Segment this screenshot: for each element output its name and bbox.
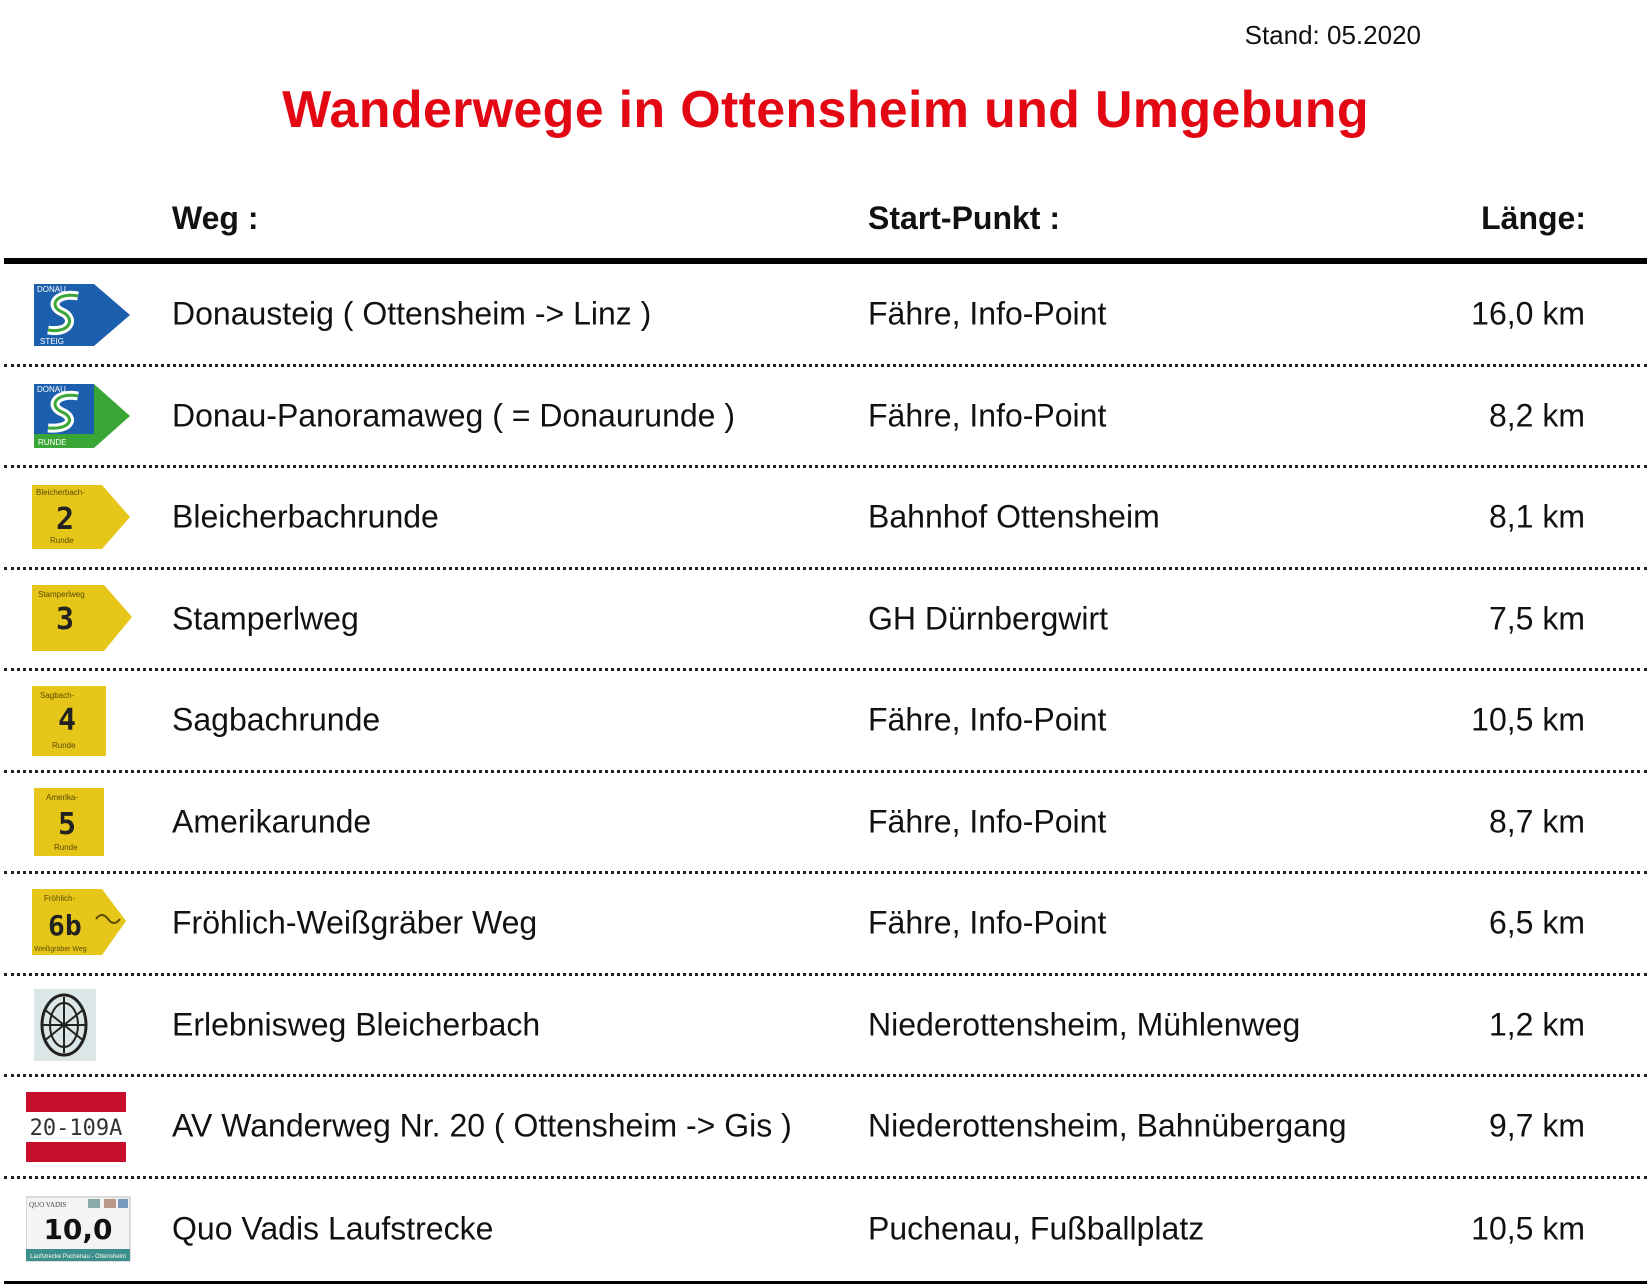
- svg-text:6b: 6b: [48, 909, 82, 943]
- trail-start: Fähre, Info-Point: [868, 397, 1107, 434]
- trail-name: Fröhlich-Weißgräber Weg: [172, 904, 538, 941]
- trail-5-marker-icon: [26, 786, 132, 858]
- svg-text:Sagbach-: Sagbach-: [40, 691, 75, 701]
- trail-start: Bahnhof Ottensheim: [868, 498, 1160, 535]
- trail-2-marker-icon: [26, 481, 132, 553]
- trail-start: GH Dürnbergwirt: [868, 600, 1109, 637]
- water-wheel-icon: [26, 989, 132, 1061]
- svg-text:DONAU: DONAU: [37, 384, 66, 394]
- trail-start: Niederottensheim, Mühlenweg: [868, 1006, 1301, 1043]
- svg-text:5: 5: [58, 806, 77, 842]
- trail-name: Donausteig ( Ottensheim -> Linz ): [172, 295, 652, 332]
- column-header-start: Start-Punkt :: [868, 200, 1060, 236]
- trail-name: Donau-Panoramaweg ( = Donaurunde ): [172, 397, 735, 434]
- column-header-weg: Weg :: [172, 200, 259, 236]
- table-row: [4, 976, 1647, 1078]
- table-row: [4, 1179, 1647, 1281]
- quo-vadis-sign-icon: [26, 1193, 132, 1265]
- trail-start: Fähre, Info-Point: [868, 803, 1107, 840]
- trail-start: Fähre, Info-Point: [868, 904, 1107, 941]
- table-row: [4, 265, 1647, 367]
- trail-length: 8,2 km: [1488, 397, 1585, 434]
- svg-text:Amerika-: Amerika-: [46, 792, 79, 802]
- trail-6b-marker-icon: [26, 887, 132, 959]
- table-row: [4, 874, 1647, 976]
- trail-start: Puchenau, Fußballplatz: [868, 1210, 1205, 1247]
- trail-start: Fähre, Info-Point: [868, 701, 1107, 738]
- svg-text:Fröhlich-: Fröhlich-: [44, 894, 76, 904]
- donaurunde-marker-icon: [26, 380, 132, 452]
- column-header-laenge: Länge:: [1481, 200, 1586, 236]
- svg-text:Runde: Runde: [54, 842, 78, 852]
- svg-text:DONAU: DONAU: [37, 285, 66, 295]
- svg-text:RUNDE: RUNDE: [38, 437, 67, 447]
- table-row: [4, 570, 1647, 672]
- table-row: [4, 367, 1647, 469]
- trail-start: Niederottensheim, Bahnübergang: [868, 1107, 1347, 1144]
- trail-name: Erlebnisweg Bleicherbach: [172, 1006, 541, 1043]
- trail-table: [4, 265, 1647, 1280]
- trail-name: AV Wanderweg Nr. 20 ( Ottensheim -> Gis ): [172, 1107, 792, 1144]
- footer-rule: [4, 1281, 1647, 1284]
- stand-date: Stand: 05.2020: [1244, 20, 1421, 50]
- svg-text:Runde: Runde: [50, 536, 74, 546]
- table-row: [4, 671, 1647, 773]
- svg-text:Runde: Runde: [52, 741, 76, 751]
- trail-length: 10,5 km: [1471, 701, 1585, 738]
- svg-text:Bleicherbach-: Bleicherbach-: [36, 488, 85, 498]
- trail-3-marker-icon: [26, 583, 132, 655]
- trail-4-marker-icon: [26, 684, 132, 756]
- table-row: [4, 1077, 1647, 1179]
- page-title: Wanderwege in Ottensheim und Umgebung: [282, 81, 1369, 139]
- svg-text:2: 2: [56, 502, 75, 538]
- svg-text:Laufstrecke Puchenau - Ottensh: Laufstrecke Puchenau - Ottensheim: [30, 1254, 126, 1261]
- svg-text:Stamperlweg: Stamperlweg: [38, 589, 85, 599]
- trail-length: 9,7 km: [1488, 1107, 1585, 1144]
- svg-text:20-109A: 20-109A: [29, 1116, 123, 1142]
- trail-length: 1,2 km: [1488, 1006, 1585, 1043]
- svg-text:4: 4: [58, 703, 77, 739]
- trail-length: 8,1 km: [1488, 498, 1585, 535]
- svg-text:STEIG: STEIG: [40, 337, 65, 347]
- donausteig-marker-icon: [26, 278, 132, 350]
- svg-text:3: 3: [56, 601, 75, 637]
- trail-length: 6,5 km: [1488, 904, 1585, 941]
- table-header: [0, 200, 1651, 250]
- svg-text:Weißgräber Weg: Weißgräber Weg: [34, 946, 87, 954]
- table-row: [4, 773, 1647, 875]
- trail-length: 7,5 km: [1488, 600, 1585, 637]
- trail-name: Quo Vadis Laufstrecke: [172, 1210, 494, 1247]
- trail-length: 8,7 km: [1488, 803, 1585, 840]
- trail-length: 10,5 km: [1471, 1210, 1585, 1247]
- trail-name: Sagbachrunde: [172, 701, 381, 738]
- svg-text:10,0: 10,0: [43, 1213, 113, 1247]
- trail-start: Fähre, Info-Point: [868, 295, 1107, 332]
- trail-length: 16,0 km: [1471, 295, 1585, 332]
- header-rule: [4, 258, 1647, 264]
- av-trail-sign-icon: [26, 1090, 132, 1162]
- svg-text:QUO VADIS: QUO VADIS: [29, 1201, 67, 1210]
- table-row: [4, 468, 1647, 570]
- trail-name: Stamperlweg: [172, 600, 359, 637]
- trail-name: Bleicherbachrunde: [172, 498, 439, 535]
- trail-name: Amerikarunde: [172, 803, 372, 840]
